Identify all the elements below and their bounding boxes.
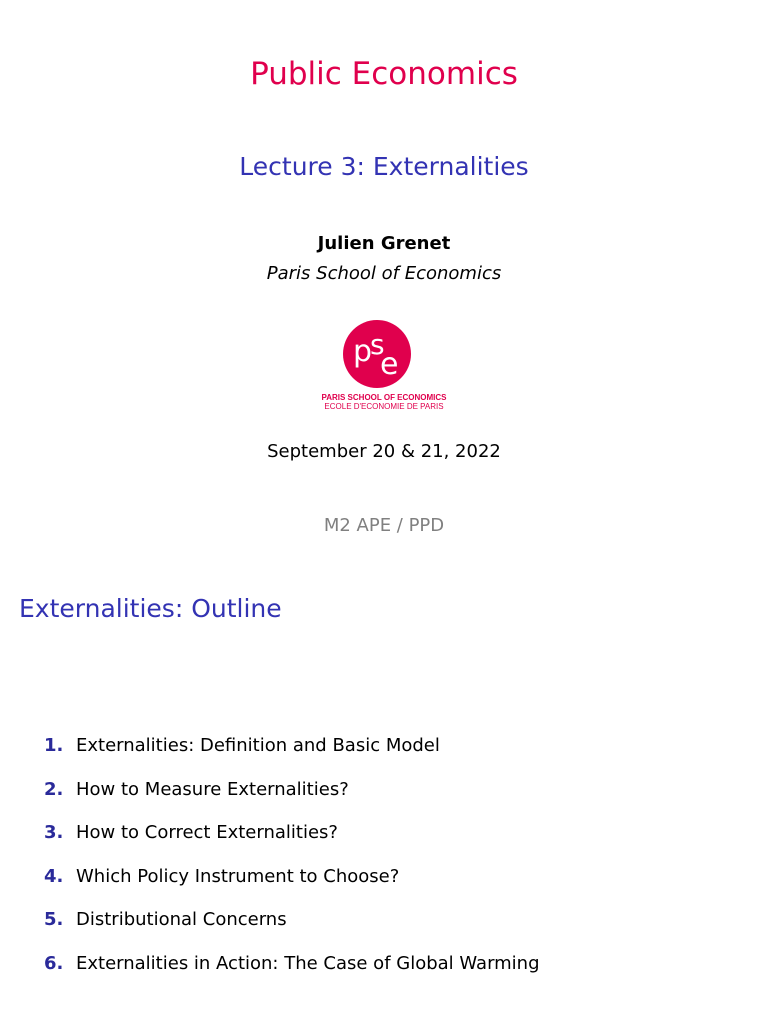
outline-item-text: Externalities: Definition and Basic Model — [76, 735, 440, 756]
outline-item-text: How to Correct Externalities? — [76, 822, 338, 844]
logo-line2: ECOLE D'ECONOMIE DE PARIS — [324, 402, 444, 411]
course-code: M2 APE / PPD — [323, 515, 445, 536]
outline-item-number: 5. — [44, 909, 64, 931]
author-name: Julien Grenet — [317, 233, 451, 254]
outline-item — [44, 777, 540, 821]
outline-title: Externalities: Outline — [19, 594, 282, 623]
pse-letter-s: s — [370, 328, 385, 361]
logo-line1: PARIS SCHOOL OF ECONOMICS — [321, 393, 447, 402]
outline-item-number: 3. — [44, 822, 64, 844]
presentation-title: Public Economics — [250, 56, 518, 92]
author-institute: Paris School of Economics — [266, 263, 502, 284]
outline-item — [44, 951, 540, 995]
outline-item-text: Distributional Concerns — [76, 909, 287, 931]
outline-item-number: 6. — [44, 952, 64, 974]
outline-item-text: Which Policy Instrument to Choose? — [76, 865, 400, 887]
outline-item-text: Externalities in Action: The Case of Global Warming — [76, 952, 540, 974]
outline-item — [44, 864, 540, 908]
outline-item-number: 4. — [44, 865, 64, 887]
outline-item — [44, 733, 540, 777]
outline-item-number: 1. — [44, 735, 64, 756]
outline-item-text: How to Measure Externalities? — [76, 778, 349, 800]
outline-item-number: 2. — [44, 778, 64, 800]
pse-logo — [310, 318, 458, 412]
pse-letter-p: p — [353, 334, 373, 369]
lecture-date: September 20 & 21, 2022 — [267, 441, 501, 462]
lecture-subtitle: Lecture 3: Externalities — [239, 152, 529, 181]
pse-letter-e: e — [380, 347, 399, 382]
outline-item — [44, 907, 540, 951]
pse-logo-icon — [310, 318, 458, 412]
outline-item — [44, 820, 540, 864]
outline-list — [44, 733, 540, 995]
